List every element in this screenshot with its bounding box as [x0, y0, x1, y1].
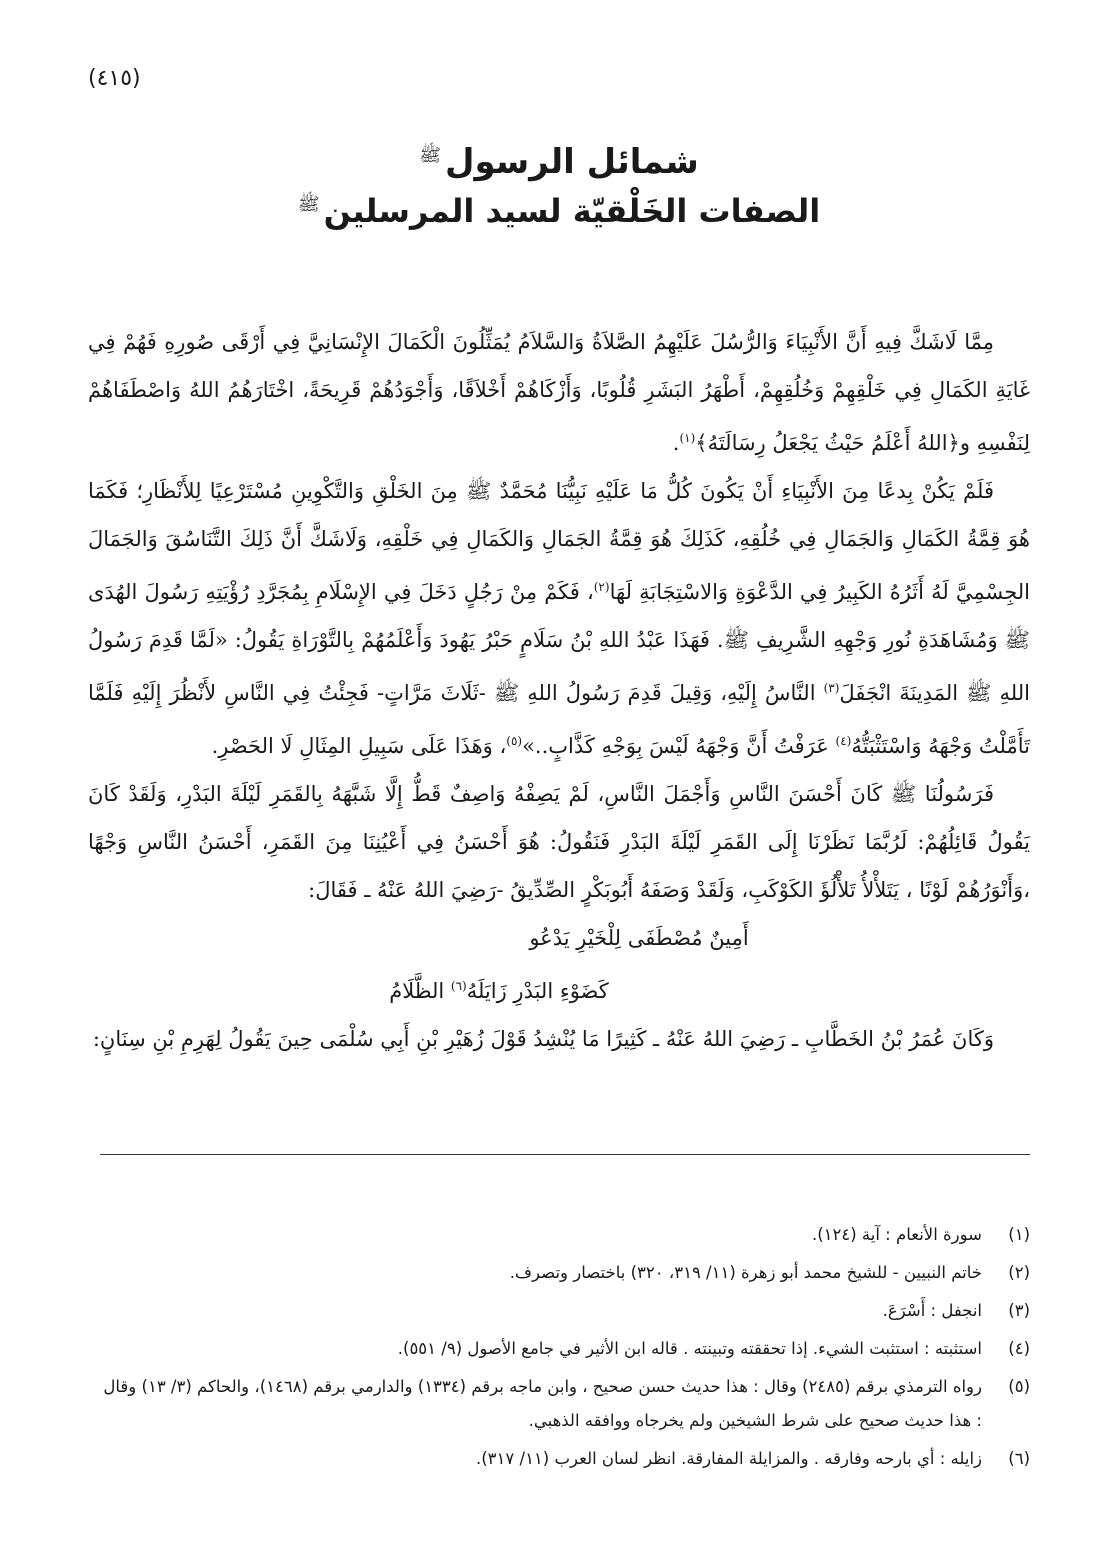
footnote-number: (٦)	[1008, 1449, 1030, 1468]
footnote-text: خاتم النبيين - للشيخ محمد أبو زهرة (١١/ ٣١٩، ٣٢٠) باختصار وتصرف.	[509, 1263, 982, 1282]
closing-line: وَكَانَ عُمَرُ بْنُ الخَطَّابِ ـ رَضِيَ اللهُ عَنْهُ ـ كَثِيرًا مَا يُنْشِدُ قَوْلَ زُهَيْرِ بْنِ أَبِي سُلْمَى حِينَ يَقُولُ لِهَرِمِ بْنِ سِنَانٍ:	[92, 1027, 994, 1051]
paragraph-text: النَّاسُ إِلَيْهِ، وَقِيلَ قَدِمَ رَسُولُ اللهِ ﷺ -ثَلَاثَ مَرَّاتٍ- فَجِئْتُ فِي النَّاسِ لأَنْظُرَ إِلَيْهِ فَلَمَّا تَأَمَّلْتُ وَجْهَهُ وَاسْتَثْبَتُّهُ	[88, 681, 1030, 758]
footnote-ref: (٣)	[823, 681, 840, 695]
footnote-ref: (٢)	[593, 580, 610, 594]
footnote-number: (١)	[1008, 1225, 1030, 1244]
footnote-text: انجفل : أَسْرَعَ.	[882, 1301, 982, 1320]
paragraph-text: ، وَهَذَا عَلَى سَبِيلِ المِثَالِ لَا الحَصْرِ.	[211, 734, 507, 758]
footnote-text: رواه الترمذي برقم (٢٤٨٥) وقال : هذا حديث حسن صحيح ، وابن ماجه برقم (١٣٣٤) والدارمي برقم (١٤٦٨)، والحاكم (٣/ ١٣) وقال : هذا حديث صحيح على شرط الشيخين ولم يخرجاه ووافقه الذهبي.	[103, 1377, 982, 1430]
footnote-number: (٣)	[1008, 1301, 1030, 1320]
paragraph-text: مِمَّا لَاشَكَّ فِيهِ أَنَّ الأَنْبِيَاءَ وَالرُّسُلَ عَلَيْهِمُ الصَّلاَةُ وَالسَّلاَمُ يُمَثِّلُونَ الْكَمَالَ الإِنْسَانِيَّ فِي أَرْقَى صُورِهِ فَهُمْ فِي غَايَةِ الكَمَالِ فِي خَلْقِهِمْ وَخُلُقِهِمْ، أَطْهَرُ البَشَرِ قُلُوبًا، وَأَزْكَاهُمْ أَخْلاَقًا، وَأَجْوَدُهُمْ قَرِيحَةً، اخْتَارَهُمُ اللهُ وَاصْطَفَاهُمْ لِنَفْسِهِ و﴿اللهُ أَعْلَمُ حَيْثُ يَجْعَلُ رِسَالَتَهُ﴾	[88, 330, 1030, 455]
sub-title	[80, 190, 1038, 233]
paragraph-text: فَلَمْ يَكُنْ بِدعًا مِنَ الأَنْبِيَاءِ أَنْ يَكُونَ كُلُّ مَا عَلَيْهِ نَبِيُّنَا مُحَمَّدٌ ﷺ مِنَ الخَلْقِ وَالتَّكْوِينِ مُسْتَرْعِيًا لِلأَنْظَارِ؛ فَكَمَا هُوَ قِمَّةُ الكَمَالِ وَالجَمَالِ فِي خُلُقِهِ، كَذَلِكَ هُوَ قِمَّةُ الجَمَالِ وَالكَمَالِ فِي خَلْقِهِ، وَلَاشَكَّ أَنَّ ذَلِكَ التَّنَاسُقَ وَالجَمَالَ الجِسْمِيَّ لَهُ أَثَرُهُ الكَبِيرُ فِي الدَّعْوَةِ وَالاسْتِجَابَةِ لَهَا	[88, 479, 1030, 604]
footnote	[100, 1218, 1030, 1252]
footnote-number: (٥)	[1008, 1377, 1030, 1396]
footnote-text: زايله : أي بارحه وفارقه . والمزايلة المفارقة. انظر لسان العرب (١١/ ٣١٧).	[475, 1449, 982, 1468]
footnote	[100, 1370, 1030, 1438]
footnote	[100, 1332, 1030, 1366]
footnote-text: سورة الأنعام : آية (١٢٤).	[811, 1225, 982, 1244]
footnote-ref: (٦)	[450, 979, 467, 993]
verse-text: كَضَوْءِ البَدْرِ زَايَلَهُ	[466, 979, 609, 1003]
footnote-number: (٢)	[1008, 1263, 1030, 1282]
paragraph-text: عَرَفْتُ أَنَّ وَجْهَهُ لَيْسَ بِوَجْهِ كَذَّابٍ..»	[522, 734, 829, 758]
paragraph-3: فَرَسُولُنَا ﷺ كَانَ أَحْسَنَ النَّاسِ وَأَجْمَلَ النَّاسِ، لَمْ يَصِفْهُ وَاصِفٌ قَطُّ إِلَّا شَبَّهَهُ بِالقَمَرِ لَيْلَةَ البَدْرِ، وَلَقَدْ كَانَ يَقُولُ قَائِلُهُمْ: لَرُبَّمَا نَظَرْنَا إِلَى القَمَرِ لَيْلَةَ البَدْرِ فَنَقُولُ: هُوَ أَحْسَنُ فِي أَعْيُنِنَا مِنَ القَمَرِ، أَحْسَنُ النَّاسِ وَجْهًا ،وَأَنْوَرُهُمْ لَوْنًا ، يَتَلأْلأُ تَلأْلُؤَ الكَوْكَبِ، وَلَقَدْ وَصَفَهُ أَبُوبَكْرٍ الصِّدِّيقُ -رَضِيَ اللهُ عَنْهُ ـ فَقَالَ:	[88, 782, 1030, 902]
footnotes	[100, 1218, 1030, 1480]
verse-line-2	[88, 962, 1030, 1015]
footnote	[100, 1256, 1030, 1290]
paragraph-text: ، فَكَمْ مِنْ رَجُلٍ دَخَلَ فِي الإِسْلَامِ بِمُجَرَّدِ رُؤْيَتِهِ رَسُولَ الهُدَى ﷺ وَمُشَاهَدَةِ نُورِ وَجْهِهِ الشَّرِيفِ ﷺ. فَهَذَا عَبْدُ اللهِ بْنُ سَلَامٍ حَبْرُ يَهُودَ وَأَعْلَمُهُمْ بِالتَّوْرَاةِ يَقُولُ: «لَمَّا قَدِمَ رَسُولُ اللهِ ﷺ المَدِينَةَ انْجَفَلَ	[88, 580, 1030, 705]
footnote-ref: (٤)	[835, 734, 852, 748]
title-block	[80, 140, 1038, 233]
main-title-text: شمائل الرسول	[444, 142, 699, 182]
paragraph-1: مِمَّا لَاشَكَّ فِيهِ أَنَّ الأَنْبِيَاءَ وَالرُّسُلَ عَلَيْهِمُ الصَّلاَةُ وَالسَّلاَمُ يُمَثِّلُونَ الْكَمَالَ الإِنْسَانِيَّ فِي أَرْقَى صُورِهِ فَهُمْ فِي غَايَةِ الكَمَالِ فِي خَلْقِهِمْ وَخُلُقِهِمْ، أَطْهَرُ البَشَرِ قُلُوبًا، وَأَزْكَاهُمْ أَخْلاَقًا، وَأَجْوَدُهُمْ قَرِيحَةً، اخْتَارَهُمُ اللهُ وَاصْطَفَاهُمْ لِنَفْسِهِ و﴿اللهُ أَعْلَمُ حَيْثُ يَجْعَلُ رِسَالَتَهُ﴾$^{(١)}$.	[88, 330, 1030, 455]
sub-title-text: الصفات الخَلْقيّة لسيد المرسلين	[323, 191, 821, 230]
paragraph-2	[88, 467, 1030, 770]
page-number: (٤١٥)	[88, 66, 141, 91]
footnote-text: استثبته : استثبت الشيء. إذا تحققته وتبينته . قاله ابن الأثير في جامع الأصول (٩/ ٥٥١).	[397, 1339, 982, 1358]
main-body	[88, 318, 1030, 1063]
verse-line-1: أَمِينٌ مُصْطَفَى لِلْخَيْرِ يَدْعُو	[529, 926, 749, 950]
footnote	[100, 1442, 1030, 1476]
salawat-symbol: ﷺ	[297, 194, 320, 216]
main-title	[80, 140, 1038, 186]
footnote-ref: (٥)	[506, 734, 523, 748]
footnote-separator	[100, 1154, 1030, 1155]
footnote	[100, 1294, 1030, 1328]
footnote-ref: (١)	[679, 431, 696, 445]
salawat-symbol: ﷺ	[419, 144, 441, 166]
verse-text: الظَّلَامُ	[389, 979, 445, 1003]
footnote-number: (٤)	[1008, 1339, 1030, 1358]
